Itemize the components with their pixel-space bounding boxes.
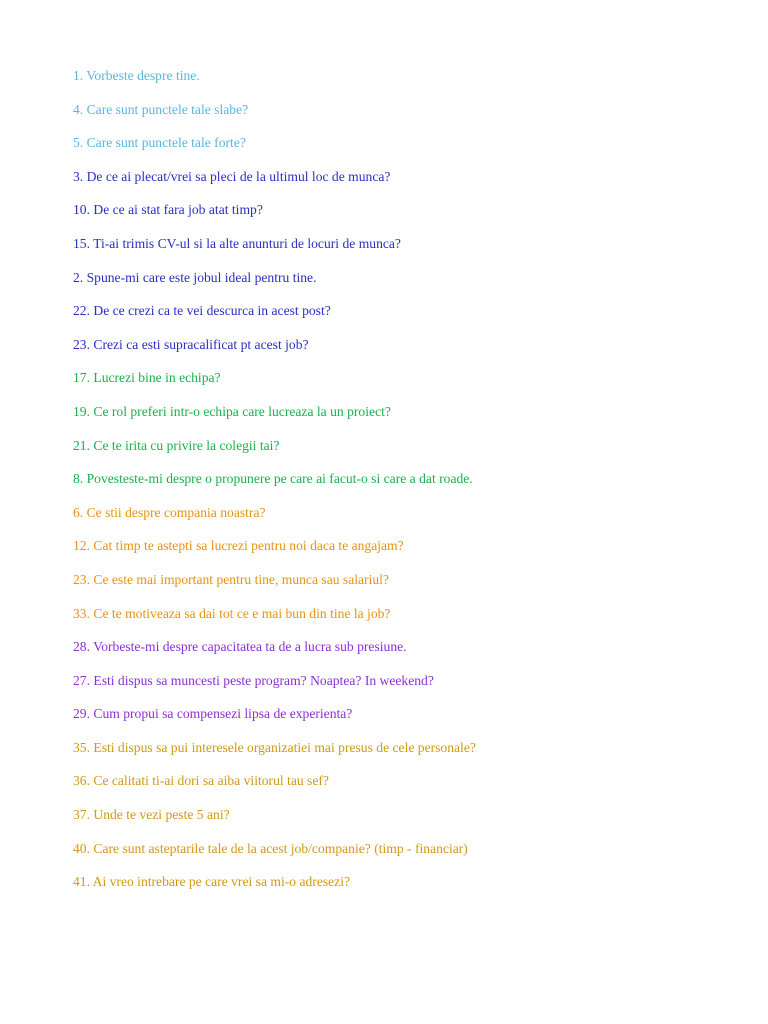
question-item: 15. Ti-ai trimis CV-ul si la alte anunturi de locuri de munca? xyxy=(73,235,401,251)
question-item: 36. Ce calitati ti-ai dori sa aiba viitorul tau sef? xyxy=(73,773,329,789)
question-item: 22. De ce crezi ca te vei descurca in acest post? xyxy=(73,303,331,319)
question-item: 8. Povesteste-mi despre o propunere pe care ai facut-o si care a dat roade. xyxy=(73,471,473,487)
question-item: 19. Ce rol preferi intr-o echipa care lucreaza la un proiect? xyxy=(73,403,391,419)
question-item: 17. Lucrezi bine in echipa? xyxy=(73,370,221,386)
question-item: 21. Ce te irita cu privire la colegii tai? xyxy=(73,437,280,453)
question-item: 41. Ai vreo intrebare pe care vrei sa mi-o adresezi? xyxy=(73,874,351,890)
question-item: 37. Unde te vezi peste 5 ani? xyxy=(73,807,230,823)
question-item: 4. Care sunt punctele tale slabe? xyxy=(73,101,249,117)
question-item: 23. Ce este mai important pentru tine, munca sau salariul? xyxy=(73,571,389,587)
question-item: 35. Esti dispus sa pui interesele organizatiei mai presus de cele personale? xyxy=(73,739,476,755)
question-item: 12. Cat timp te astepti sa lucrezi pentru noi daca te angajam? xyxy=(73,538,404,554)
question-item: 28. Vorbeste-mi despre capacitatea ta de a lucra sub presiune. xyxy=(73,639,407,655)
question-item: 1. Vorbeste despre tine. xyxy=(73,68,200,83)
question-item: 5. Care sunt punctele tale forte? xyxy=(73,135,246,151)
question-item: 40. Care sunt asteptarile tale de la acest job/companie? (timp - financiar) xyxy=(73,840,468,856)
question-item: 6. Ce stii despre compania noastra? xyxy=(73,504,266,520)
question-item: 2. Spune-mi care este jobul ideal pentru tine. xyxy=(73,269,317,285)
question-item: 3. De ce ai plecat/vrei sa pleci de la ultimul loc de munca? xyxy=(73,168,391,184)
question-item: 29. Cum propui sa compensezi lipsa de experienta? xyxy=(73,706,353,722)
question-item: 33. Ce te motiveaza sa dai tot ce e mai bun din tine la job? xyxy=(73,605,391,621)
question-list xyxy=(73,66,753,906)
question-item: 23. Crezi ca esti supracalificat pt acest job? xyxy=(73,336,309,352)
question-item: 10. De ce ai stat fara job atat timp? xyxy=(73,202,263,218)
question-item: 27. Esti dispus sa muncesti peste program? Noaptea? In weekend? xyxy=(73,672,434,688)
